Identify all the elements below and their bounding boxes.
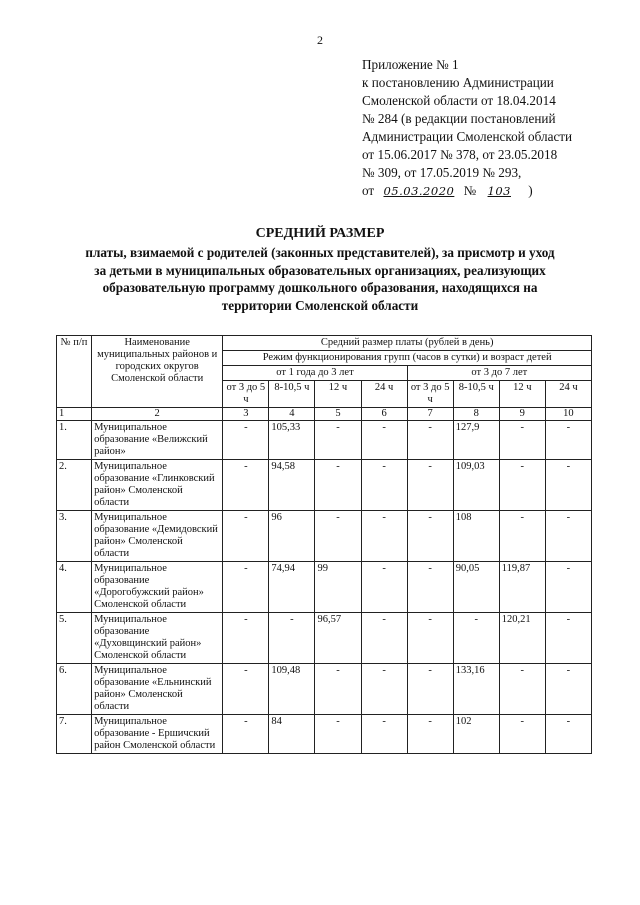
municipality-name: Муниципальное образование «Глинковский район» Смоленской области <box>92 460 223 511</box>
fee-value: - <box>453 613 499 664</box>
table-row <box>57 460 592 511</box>
fee-value: 109,48 <box>269 664 315 715</box>
fee-value: 90,05 <box>453 562 499 613</box>
column-number: 1 <box>57 408 92 421</box>
table-row <box>57 715 592 754</box>
fee-value: - <box>499 511 545 562</box>
subtitle-line: за детьми в муниципальных образовательных организациях, реализующих <box>94 262 546 278</box>
handwritten-number: 103 <box>487 184 511 198</box>
fee-value: - <box>545 664 591 715</box>
header-mode-col: 24 ч <box>361 381 407 408</box>
municipality-name: Муниципальное образование «Ельнинский район» Смоленской области <box>92 664 223 715</box>
appendix-line: от 15.06.2017 № 378, от 23.05.2018 <box>362 147 558 162</box>
fee-value: - <box>361 460 407 511</box>
fee-value: - <box>407 562 453 613</box>
date-prefix: от <box>362 183 375 198</box>
document-title: СРЕДНИЙ РАЗМЕР <box>255 226 385 241</box>
fee-value: - <box>407 421 453 460</box>
appendix-line: Приложение № 1 <box>362 57 459 72</box>
appendix-line: Смоленской области от 18.04.2014 <box>362 93 556 108</box>
header-mode: Режим функционирования групп (часов в сутки) и возраст детей <box>223 351 592 366</box>
closing-paren: ) <box>528 183 533 198</box>
fee-value: 99 <box>315 562 361 613</box>
fee-value: 120,21 <box>499 613 545 664</box>
header-name: Наименование муниципальных районов и городских округов Смоленской области <box>92 336 223 408</box>
fee-value: - <box>545 562 591 613</box>
fee-value: - <box>315 460 361 511</box>
header-age-1-3: от 1 года до 3 лет <box>223 366 407 381</box>
fee-value: 108 <box>453 511 499 562</box>
row-number: 5. <box>57 613 92 664</box>
document-subtitle <box>40 244 600 314</box>
fee-value: - <box>223 460 269 511</box>
header-mode-col: от 3 до 5 ч <box>223 381 269 408</box>
fee-value: - <box>545 511 591 562</box>
header-avg-fee: Средний размер платы (рублей в день) <box>223 336 592 351</box>
appendix-block <box>362 56 632 200</box>
column-number: 5 <box>315 408 361 421</box>
appendix-date-line <box>362 182 632 200</box>
fee-value: - <box>545 421 591 460</box>
fee-value: - <box>361 511 407 562</box>
fee-value: - <box>499 460 545 511</box>
subtitle-line: платы, взимаемой с родителей (законных представителей), за присмотр и уход <box>85 245 555 260</box>
table-row <box>57 613 592 664</box>
municipality-name: Муниципальное образование - Ершичский район Смоленской области <box>92 715 223 754</box>
fee-value: - <box>315 715 361 754</box>
appendix-line: № 309, от 17.05.2019 № 293, <box>362 165 522 180</box>
row-number: 6. <box>57 664 92 715</box>
header-mode-col: 8-10,5 ч <box>269 381 315 408</box>
column-number: 7 <box>407 408 453 421</box>
fee-value: - <box>223 511 269 562</box>
municipality-name: Муниципальное образование «Демидовский район» Смоленской области <box>92 511 223 562</box>
number-sign: № <box>463 183 477 198</box>
fee-value: 94,58 <box>269 460 315 511</box>
fee-value: - <box>407 460 453 511</box>
fee-value: 105,33 <box>269 421 315 460</box>
table-row <box>57 511 592 562</box>
fee-value: - <box>545 715 591 754</box>
column-number: 4 <box>269 408 315 421</box>
fee-value: - <box>499 715 545 754</box>
column-number: 3 <box>223 408 269 421</box>
fee-value: 74,94 <box>269 562 315 613</box>
municipality-name: Муниципальное образование «Дорогобужский район» Смоленской области <box>92 562 223 613</box>
header-mode-col: 24 ч <box>545 381 591 408</box>
header-age-3-7: от 3 до 7 лет <box>407 366 591 381</box>
fee-value: - <box>361 562 407 613</box>
column-number: 8 <box>453 408 499 421</box>
fee-value: - <box>361 613 407 664</box>
column-number-row <box>57 408 592 421</box>
subtitle-line: образовательную программу дошкольного образования, находящихся на <box>102 280 538 295</box>
table-row <box>57 664 592 715</box>
fee-value: 109,03 <box>453 460 499 511</box>
fee-value: - <box>223 715 269 754</box>
fee-value: 133,16 <box>453 664 499 715</box>
fee-value: - <box>499 664 545 715</box>
column-number: 9 <box>499 408 545 421</box>
header-mode-col: 12 ч <box>315 381 361 408</box>
fee-value: - <box>315 664 361 715</box>
page-number: 2 <box>317 33 323 47</box>
table-row <box>57 421 592 460</box>
header-mode-col: 12 ч <box>499 381 545 408</box>
fee-value: - <box>223 664 269 715</box>
fee-value: - <box>499 421 545 460</box>
table-row <box>57 562 592 613</box>
row-number: 4. <box>57 562 92 613</box>
fee-value: - <box>315 421 361 460</box>
column-number: 2 <box>92 408 223 421</box>
fees-table <box>56 335 592 754</box>
appendix-line: к постановлению Администрации <box>362 75 554 90</box>
fee-value: - <box>223 613 269 664</box>
row-number: 2. <box>57 460 92 511</box>
fee-value: - <box>269 613 315 664</box>
fee-value: 102 <box>453 715 499 754</box>
fee-value: - <box>361 421 407 460</box>
fee-value: - <box>545 460 591 511</box>
row-number: 7. <box>57 715 92 754</box>
fee-value: - <box>315 511 361 562</box>
handwritten-date: 05.03.2020 <box>383 184 455 198</box>
header-no: № п/п <box>57 336 92 408</box>
fee-value: 84 <box>269 715 315 754</box>
fee-value: - <box>361 664 407 715</box>
fee-value: - <box>407 664 453 715</box>
appendix-line: № 284 (в редакции постановлений <box>362 111 556 126</box>
fee-value: - <box>361 715 407 754</box>
fee-value: 96,57 <box>315 613 361 664</box>
municipality-name: Муниципальное образование «Велижский район» <box>92 421 223 460</box>
fee-value: - <box>545 613 591 664</box>
row-number: 3. <box>57 511 92 562</box>
fee-value: - <box>407 511 453 562</box>
fee-value: - <box>407 715 453 754</box>
fee-value: 127,9 <box>453 421 499 460</box>
fee-value: - <box>223 562 269 613</box>
header-mode-col: от 3 до 5 ч <box>407 381 453 408</box>
fee-value: - <box>223 421 269 460</box>
appendix-line: Администрации Смоленской области <box>362 129 573 144</box>
fee-value: 119,87 <box>499 562 545 613</box>
column-number: 6 <box>361 408 407 421</box>
fee-value: - <box>407 613 453 664</box>
column-number: 10 <box>545 408 591 421</box>
row-number: 1. <box>57 421 92 460</box>
municipality-name: Муниципальное образование «Духовщинский район» Смоленской области <box>92 613 223 664</box>
subtitle-line: территории Смоленской области <box>221 297 419 313</box>
header-mode-col: 8-10,5 ч <box>453 381 499 408</box>
fee-value: 96 <box>269 511 315 562</box>
